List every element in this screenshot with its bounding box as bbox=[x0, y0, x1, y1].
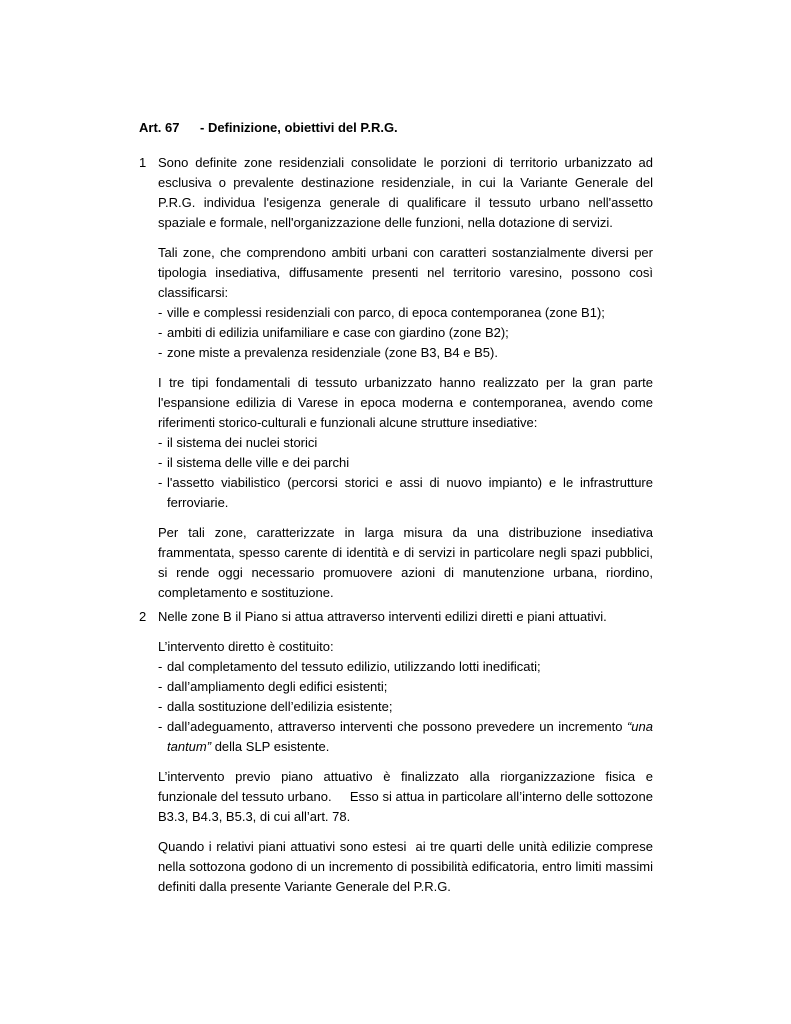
section-number: 2 bbox=[139, 609, 147, 624]
list-item bbox=[158, 717, 653, 757]
list-item: - zone miste a prevalenza residenziale (zone B3, B4 e B5). bbox=[158, 343, 653, 363]
section-body bbox=[158, 153, 653, 603]
section-1 bbox=[139, 153, 653, 613]
list-item: - l'assetto viabilistico (percorsi storici e assi di nuovo impianto) e le infrastrutture ferroviarie. bbox=[158, 473, 653, 513]
paragraph: L’intervento previo piano attuativo è finalizzato alla riorganizzazione fisica e funzionale del tessuto urbano. Esso si attua in particolare all’interno delle sottozone B3.3, B4.3, B5.3, di cui all’art. 78. bbox=[158, 769, 657, 824]
emphasis-text: “una tantum” bbox=[167, 719, 653, 754]
list-item-text: della SLP esistente. bbox=[211, 739, 330, 754]
paragraph: Quando i relativi piani attuativi sono estesi ai tre quarti delle unità edilizie comprese nella sottozona godono di un incremento di possibilità edificatoria, entro limiti massimi definiti dalla presente Variante Generale del P.R.G. bbox=[158, 839, 657, 894]
paragraph: Nelle zone B il Piano si attua attraverso interventi edilizi diretti e piani attuativi. bbox=[158, 609, 607, 624]
list-item: - dalla sostituzione dell’edilizia esistente; bbox=[158, 697, 653, 717]
paragraph: I tre tipi fondamentali di tessuto urbanizzato hanno realizzato per la gran parte l'espansione edilizia di Varese in epoca moderna e contemporanea, avendo come riferimenti storico-culturali e funzionali alcune strutture insediative: bbox=[158, 375, 653, 430]
list-item: - il sistema dei nuclei storici bbox=[158, 433, 653, 453]
section-number: 1 bbox=[139, 155, 147, 170]
list-item: - ambiti di edilizia unifamiliare e case con giardino (zone B2); bbox=[158, 323, 653, 343]
section-body bbox=[158, 607, 657, 897]
intervention-list bbox=[158, 657, 653, 757]
article-heading bbox=[139, 120, 398, 136]
list-item: - ville e complessi residenziali con parco, di epoca contemporanea (zone B1); bbox=[158, 303, 653, 323]
list-item: - dall’ampliamento degli edifici esistenti; bbox=[158, 677, 653, 697]
section-2 bbox=[139, 607, 657, 907]
paragraph: Per tali zone, caratterizzate in larga misura da una distribuzione insediativa frammentata, spesso carente di identità e di servizi in particolare negli spazi pubblici, si rende oggi necessario promuovere azioni di manutenzione urbana, riordino, completamento e sostituzione. bbox=[158, 525, 653, 600]
paragraph: Tali zone, che comprendono ambiti urbani con caratteri sostanzialmente diversi per tipologia insediativa, diffusamente presenti nel territorio varesino, possono così classificarsi: bbox=[158, 245, 653, 300]
paragraph: L’intervento diretto è costituito: bbox=[158, 639, 334, 654]
zone-list bbox=[158, 303, 653, 363]
article-title: - Definizione, obiettivi del P.R.G. bbox=[200, 120, 398, 135]
structures-list bbox=[158, 433, 653, 513]
list-item: - il sistema delle ville e dei parchi bbox=[158, 453, 653, 473]
article-number: Art. 67 bbox=[139, 120, 180, 135]
paragraph: Sono definite zone residenziali consolidate le porzioni di territorio urbanizzato ad esclusiva o prevalente destinazione residenziale, in cui la Variante Generale del P.R.G. individua l'esigenza generale di qualificare il tessuto urbano nell'assetto spaziale e formale, nell'organizzazione delle funzioni, nella dotazione di servizi. bbox=[158, 155, 653, 230]
list-item: - dal completamento del tessuto edilizio, utilizzando lotti inedificati; bbox=[158, 657, 653, 677]
list-item-text: dall’adeguamento, attraverso interventi che possono prevedere un incremento bbox=[167, 719, 627, 734]
